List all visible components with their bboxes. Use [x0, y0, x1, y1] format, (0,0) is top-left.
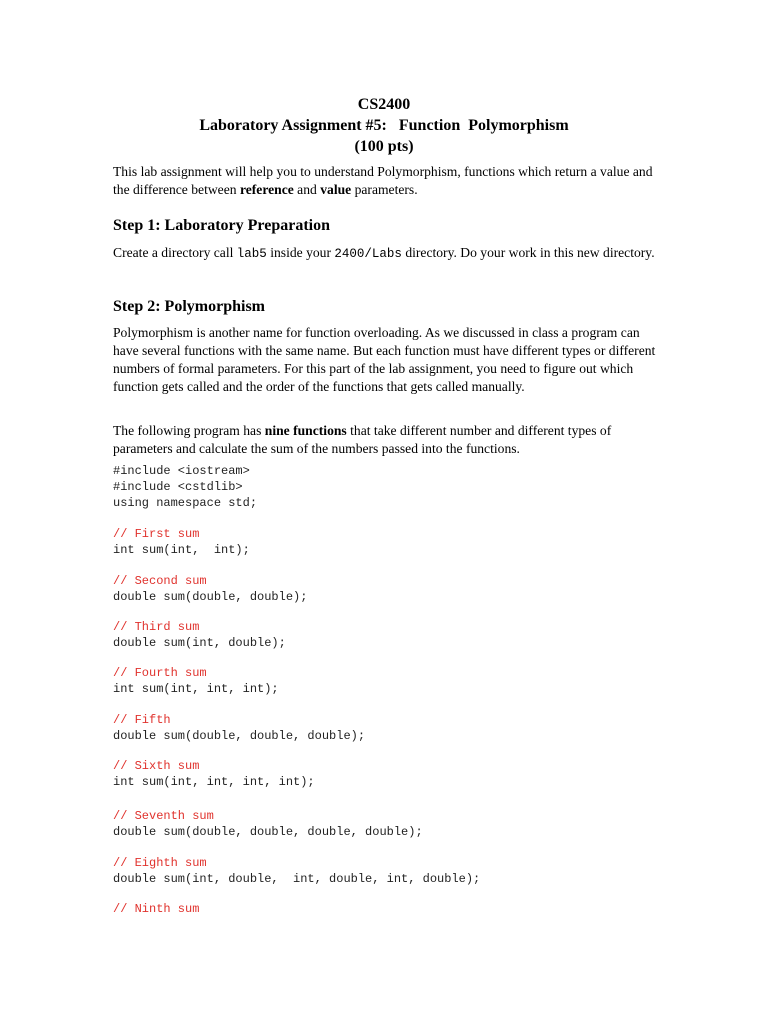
program-paragraph: The following program has nine functions that take different number and different types of parameters and calculate the sum of the numbers passed into the functions.	[113, 423, 612, 456]
dir-labs: 2400/Labs	[334, 247, 402, 261]
code-comment: // First sum	[113, 527, 200, 541]
code-comment: // Fifth	[113, 713, 171, 727]
code-block-5	[113, 712, 365, 744]
code-decl: int sum(int, int, int, int);	[113, 775, 315, 789]
code-decl: double sum(int, double);	[113, 636, 286, 650]
code-decl: double sum(double, double, double);	[113, 729, 366, 743]
code-comment: // Eighth sum	[113, 856, 207, 870]
code-line: #include <iostream>	[113, 464, 250, 478]
code-block-2	[113, 573, 307, 605]
title-block	[0, 94, 768, 157]
step2-heading: Step 2: Polymorphism	[113, 298, 265, 315]
code-decl: double sum(double, double);	[113, 590, 308, 604]
code-comment: // Fourth sum	[113, 666, 207, 680]
code-decl: double sum(double, double, double, double);	[113, 825, 423, 839]
code-block-3	[113, 619, 286, 651]
code-block-4	[113, 665, 279, 697]
code-comment: // Third sum	[113, 620, 200, 634]
assignment-title: Laboratory Assignment #5: Function Polymorphism	[199, 117, 569, 134]
code-comment: // Ninth sum	[113, 902, 200, 916]
code-decl: int sum(int, int, int);	[113, 682, 279, 696]
code-decl: int sum(int, int);	[113, 543, 250, 557]
code-line: #include <cstdlib>	[113, 480, 243, 494]
course-code: CS2400	[357, 96, 411, 113]
points-label: (100 pts)	[354, 138, 414, 155]
code-comment: // Second sum	[113, 574, 207, 588]
dir-lab5: lab5	[236, 247, 267, 261]
code-block-1	[113, 526, 250, 558]
polymorphism-paragraph: Polymorphism is another name for function overloading. As we discussed in class a program can have several functions with the same name. But each function must have different types or different numbers of formal parameters. For this part of the lab assignment, you need to figure out which function gets called and the order of the functions that gets called manually.	[113, 325, 656, 394]
code-block-7	[113, 808, 423, 840]
bold-nine-functions: nine functions	[264, 423, 347, 438]
code-comment: // Sixth sum	[113, 759, 200, 773]
bold-reference: reference	[239, 182, 294, 197]
code-comment: // Seventh sum	[113, 809, 214, 823]
bold-value: value	[320, 182, 352, 197]
code-line: using namespace std;	[113, 496, 258, 510]
code-includes	[113, 463, 257, 511]
intro-paragraph: This lab assignment will help you to understand Polymorphism, functions which return a value and the difference between reference and value parameters.	[113, 164, 653, 197]
code-block-8	[113, 855, 480, 887]
code-decl: double sum(int, double, int, double, int, double);	[113, 872, 481, 886]
step1-heading: Step 1: Laboratory Preparation	[113, 217, 331, 234]
code-block-6	[113, 758, 315, 790]
code-block-9	[113, 901, 199, 917]
step1-paragraph: Create a directory call lab5 inside your 2400/Labs directory. Do your work in this new directory.	[113, 245, 655, 261]
